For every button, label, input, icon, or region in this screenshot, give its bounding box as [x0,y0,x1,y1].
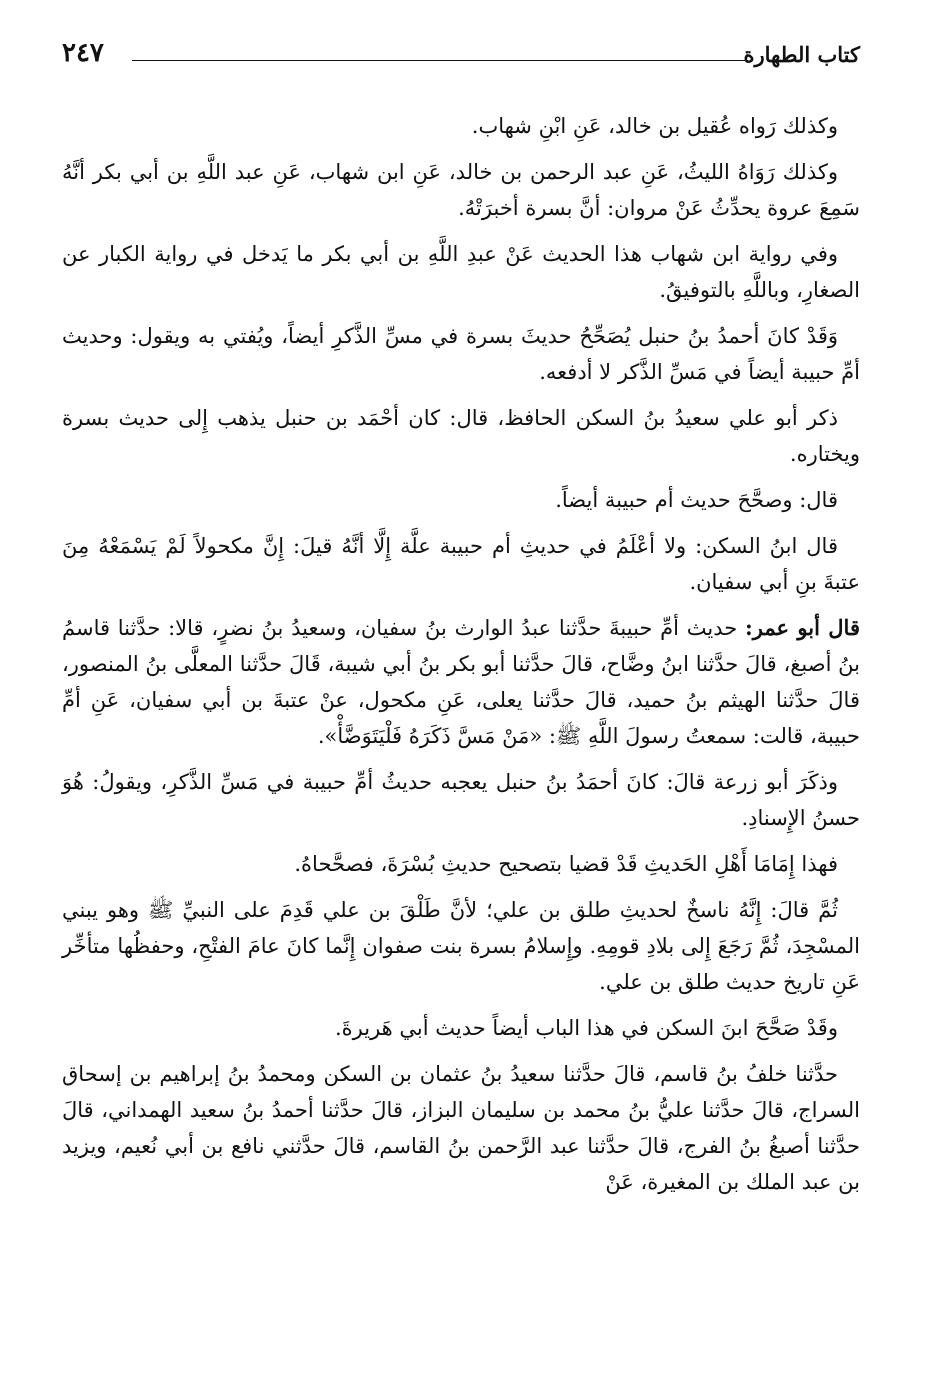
page-number: ٢٤٧ [62,38,104,68]
paragraph: وذكَرَ أبو زرعة قالَ: كانَ أحمَدُ بنُ حنبل يعجبه حديثُ أمِّ حبيبة في مَسِّ الذَّكرِ، ويقولُ: هُوَ حسنُ الإِسنادِ. [62,770,860,830]
paragraph: قال أبو عمر: حديث أمِّ حبيبةَ حدَّثنا عبدُ الوارث بنُ سفيان، وسعيدُ بنُ نضرٍ، قالا: حدَّثنا قاسمُ بنُ أصبغ، قالَ حدَّثنا ابنُ وضَّاح، قالَ حدَّثنا أبو بكر بنُ أبي شيبة، قَالَ حدَّثنا المعلَّى بنُ المنصور، قالَ حدَّثنا الهيثم بنُ حميد، قالَ حدَّثنا يعلى، عَنِ مكحول، عنْ عتبةَ بن أبي سفيان، عَنِ أمِّ حبيبة، قالت: سمعتُ رسولَ اللَّهِ ﷺ: «مَنْ مَسَّ ذَكَرَهُ فَلْيَتَوَضَّأْ». [62,615,860,748]
paragraph: قال ابنُ السكن: ولا أعْلَمُ في حديثِ أم حبيبة علَّة إِلَّا أنَّهُ قيلَ: إِنَّ مكحولاً لَمْ يَسْمَعْهُ مِنَ عتبةَ بنِ أبي سفيان. [62,534,860,594]
paragraph: وَقَدْ كانَ أحمدُ بنُ حنبل يُصَحِّحُ حديثَ بسرة في مسِّ الذَّكرِ أيضاً، ويُفتي به ويقول: وحديث أمِّ حبيبة أيضاً في مَسِّ الذَّكر لا أدفعه. [62,324,860,384]
paragraph: ذكر أبو علي سعيدُ بنُ السكن الحافظ، قال: كان أحْمَد بن حنبل يذهب إِلى حديث بسرة ويختاره. [62,406,860,466]
paragraph: ثُمَّ قالَ: إِنَّهُ ناسخٌ لحديثِ طلق بن علي؛ لأنَّ طَلْقَ بن علي قَدِمَ على النبيِّ ﷺ وهو يبني المسْجِدَ، ثُمَّ رَجَعَ إِلى بلادِ قومِهِ. وإِسلامُ بسرة بنت صفوان إِنَّما كانَ عامَ الفتْحِ، وحفظُها متأخِّر عَنِ تاريخ حديث طلق بن علي. [62,898,860,994]
book-page [62,0,860,1396]
header-rule [132,60,745,61]
paragraph: وكذلك رَوَاهُ الليثُ، عَنِ عبد الرحمن بن خالد، عَنِ ابن شهاب، عَنِ عبد اللَّهِ بن أبي بكر أنَّهُ سَمِعَ عروة يحدِّثُ عَنْ مروان: أنَّ بسرة أخبرَتْهُ. [62,160,860,220]
running-title: كتاب الطهارة [743,42,860,67]
paragraph: حدَّثنا خلفُ بنُ قاسم، قالَ حدَّثنا سعيدُ بنُ عثمان بن السكن ومحمدُ بنُ إبراهيم بن إسحاق السراج، قالَ حدَّثنا عليُّ بنُ محمد بن سليمان البزاز، قالَ حدَّثنا أحمدُ بنُ سعيد الهمداني، قالَ حدَّثنا أصبغُ بنُ الفرج، قالَ حدَّثنا عبد الرَّحمن بنُ القاسم، قالَ حدَّثني نافع بن أبي نُعيم، ويزيد بن عبد الملك بن المغيرة، عَنْ [62,1062,860,1194]
paragraph: وفي رواية ابن شهاب هذا الحديث عَنْ عبدِ اللَّهِ بن أبي بكر ما يَدخل في رواية الكبار عن الصغارِ، وباللَّهِ بالتوفيقُ. [62,242,860,302]
main-text [62,108,860,1210]
page-header [62,36,860,76]
paragraph: وكذلك رَواه عُقيل بن خالد، عَنِ ابْنِ شهاب. [471,114,838,138]
paragraph: وقَدْ صَحَّحَ ابنَ السكن في هذا الباب أيضاً حديث أبي هَريرةَ. [334,1016,838,1040]
section-lead: قال أبو عمر: [744,615,860,640]
paragraph: قال: وصحَّحَ حديث أم حبيبة أيضاً. [555,488,838,512]
paragraph: فهذا إِمَامَا أَهْلِ الحَديثِ قَدْ قضيا بتصحيح حديثِ بُسْرَةَ، فصحَّحاهُ. [294,852,838,876]
